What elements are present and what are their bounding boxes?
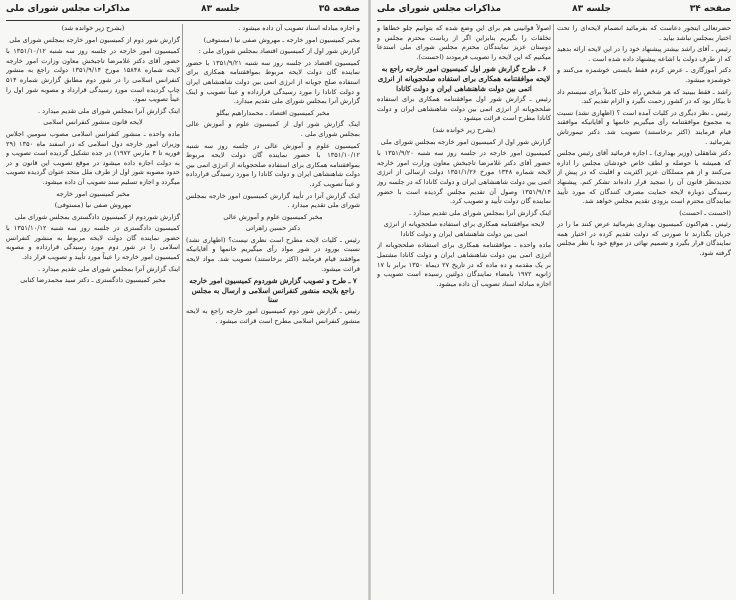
right-page-header [377, 2, 731, 20]
paragraph: گزارش شوردوم از کمیسیون دادگستری بمجلس شورای ملی [14, 212, 180, 221]
paragraph: دکتر شاهقلی (وزیر بهداری) ـ اجازه فرمائید آقای رئیس مجلس که همیشه با حوصله و لطف خاص خودشان مجلس را اداره می‌کنند و از هم مسلکان عزیز اکثریت و اقلیت که در پیش از تجدیدنظر قانون آن را تمجید قرار داده‌اند تشکر کنم. پیشنهاد رسیدگی دوباره لایحه حمایت مصرف کنندگان که مورد تأیید نمایندگان محترم است بزودی تقدیم مجلس خواهد شد. [557, 149, 731, 206]
paragraph: اینک گزارش شور اول از کمیسیون علوم و آموزش عالی بمجلس شورای ملی . [186, 120, 360, 138]
paragraph: کمیسیون دادگستری در جلسه روز سه شنبه ۱۳۵۱/۱۰/۱۲ با حضور نماینده گان دولت لایحه مربوط به منشور کنفرانس اسلامی را در شور دوم مورد رسیدگی قرارداده و مصوبه کمیسیون امور خارجه را عیناً مورد تأیید و تصویب قرار داد. [6, 224, 180, 262]
right-session-label: جلسه ۸۳ [572, 4, 611, 14]
paragraph: کمیسیون امور خارجه در جلسه روز سه شنبه ۱۳۵۱/۱۰/۱۲ با حضور آقای دکتر غلامرضا تاجبخش معاون وزارت امور خارجه لایحه شماره ۱۵۸۴۸ مورخ ۱۳۵۱/۹/۱۴ دولت راجع به منشور کنفرانس اسلامی را در شور دوم مطابق گزارش شماره ۵۱۴ چاپ گردیده است مورد رسیدگی قرارداد و مصوبه شور اول را عیناً تصویب نمود. [6, 47, 180, 104]
paragraph: گزارش شور اول از کمیسیون امور خارجه بمجلس شورای ملی [380, 137, 551, 146]
paragraph: اینک گزارش آنرا بمجلس شورای ملی تقدیم میدارد . [37, 264, 180, 273]
left-page-left-column [6, 24, 180, 598]
left-column-divider [182, 24, 183, 594]
right-header-rule [377, 20, 731, 21]
paragraph: حضرتعالی اینجور دعاست که بفرمائید انضمام لایحه‌ای را تحت اختیار بمجلس نباشد بیاید . [557, 24, 731, 42]
section-heading: ۶ ـ طرح گزارش شور اول کمیسیون امور خارجه راجع به لایحه موافقتنامه همکاری برای استفاده صلحجویانه از انرژی اتمی بین دولت شاهنشاهی ایران و دولت کانادا [377, 64, 551, 93]
right-page-number: صفحه ۳۴ [689, 4, 731, 14]
paragraph: اینک گزارش آنرا بمجلس شورای ملی تقدیم میدارد . [408, 208, 551, 217]
right-page-left-column [377, 24, 551, 598]
centered-line: لایحه قانون منشور کنفرانس اسلامی [43, 118, 143, 127]
paragraph: اینک گزارش آنرا بمجلس شورای ملی تقدیم میدارد . [37, 106, 180, 115]
centered-line: مخبر کمیسیون اقتصاد ـ محمداراهیم بیگلو [216, 108, 330, 117]
paragraph: اصولاً قوانینی هم برای این وضع شده که بتوانیم جلو خطاها و تخلفات را بگیریم بنابراین اگر از ریاست محترم مجلس و دوستان عزیز نمایندگان محترم مجلس شورای ملی استدعا میکنیم که این لایحه را تصویب فرمودند (احسنت). [377, 24, 551, 61]
centered-line: لایحه موافقتنامه همکاری برای استفاده صلحجویانه از انرژی اتمی بین دولت شاهنشاهی ایران و دولت کانادا [383, 220, 545, 238]
left-running-title: مذاکرات مجلس شورای ملی [6, 4, 131, 14]
paragraph: گزارش شور اول از کمیسیون اقتصاد بمجلس شورای ملی : [198, 47, 360, 56]
paragraph: و اجازه مبادله اسناد تصویب آن داده میشود . [238, 24, 360, 32]
left-page-number: صفحه ۳۵ [318, 4, 360, 14]
centered-line: مخبر کمیسیون امور خارجه [56, 189, 130, 198]
right-page-right-column [557, 24, 731, 598]
paragraph: دکتر آموزگاری ـ عرض کردم فقط بایستی خوشمزه می‌کنند و خوشمزه میشود. [557, 66, 731, 84]
section-heading: ۷ ـ طرح و تصویب گزارش شوردوم کمیسیون امور خارجه راجع بلایحه منشور کنفرانس اسلامی و ارسال به مجلس سنا [189, 276, 357, 305]
paragraph: رئیس ـ گزارش شور اول موافقتنامه همکاری برای استفاده صلحجویانه از انرژی اتمی بین دولت شاهنشاهی ایران و دولت کانادا مطرح است قرائت میشود . [377, 95, 551, 123]
right-running-title: مذاکرات مجلس شورای ملی [377, 4, 502, 14]
paragraph: رئیس ـ گزارش شور دوم کمیسیون امور خارجه راجع به لایحه منشور کنفرانس اسلامی مطرح است قرائت میشود . [186, 307, 360, 325]
paragraph: رئیس ـ آقای راشد بیشتر پیشنهاد خود را در این لایحه ارائه بدهید که از طرف دولت با اشاعه پیشنهاد داده شده است . [557, 45, 731, 63]
centered-line: مخبر کمیسیون علوم و آموزش عالی [223, 212, 323, 221]
left-page [0, 0, 366, 600]
paragraph: ماده واحده ـ موافقتنامه همکاری برای استفاده صلحجویانه از انرژی اتمی بین دولت شاهنشاهی ایران و دولت کانادا مشتمل بر یک مقدمه و ده ماده که در تاریخ ۲۷ دیماه ۱۳۵۰ برابر با ۱۷ ژانویه ۱۹۷۲ بامضاء نمایندگان دولتین رسیده است تصویب و اجازه مبادله اسناد تصویب آن داده میشود. [377, 241, 551, 288]
paragraph: رئیس ـ نظر دیگری در کلیات آمده است ؟ (اظهاری نشد) نسبت به مجموع موافقتنامه رأی میگیریم خانمها و آقایانیکه موافقند قیام فرمایند (اکثر برخاستند) تصویب شد. دکتر تیمورتاش بفرمائید . [557, 108, 731, 146]
paragraph: کمیسیون امور خارجه در جلسه روز سه شنبه ۱۳۵۱/۹/۲۰ با حضور آقای دکتر غلامرضا تاجبخش معاون وزارت امور خارجه لایحه شماره ۱۳۴۸ مورخ ۱۳۵۱/۱/۲۶ دولت ارسالی از انرژی اتمی بین دولت شاهنشاهی ایران و دولت کانادا که در جلسه روز ۱۳۵۱/۹/۱۴ وصول آن تقدیم مجلس گردیده است با حضور نماینده گان دولت تأیید و تصویب کرد. [377, 149, 551, 206]
paragraph: اینک گزارش آنرا در تأیید گزارش کمیسیون امور خارجه بمجلس شورای ملی تقدیم میدارد . [186, 191, 360, 210]
left-session-label: جلسه ۸۳ [201, 4, 240, 14]
right-page [371, 0, 736, 600]
paragraph: راشد ـ فقط ببینید که هر شخص راه حلی کاملاً برای سیستم داد تا بیکار بود که در کشور زحمت نگیرد و الزام تقدیم کند. [557, 87, 731, 106]
paragraph: کمیسیون اقتصاد در جلسه روز سه شنبه ۱۳۵۱/۹/۲۱ با حضور نماینده گان دولت لایحه مربوط بموافقتنامه همکاری برای استفاده صلح جویانه از انرژی اتمی بین دولت شاهنشاهی ایران و دولت کانادا را مورد رسیدگی قرارداده و عیناً تصویب و اینک گزارش آنرا بمجلس شورای ملی تقدیم میدارد. [186, 58, 360, 106]
centered-line: (بشرح زیر خوانده شد) [61, 24, 125, 32]
centered-line: مهروش صفی نیا (مستوفی) [54, 201, 132, 210]
paragraph: مخبر کمیسیون امور خارجه ـ مهروش صفی نیا (مستوفی) [203, 35, 360, 44]
paragraph: رئیس ـ کلیات لایحه مطرح است نظری نیست؟ (اظهاری نشد) نسبت بورود در شور مواد رأی میگیریم خانمها و آقایانیکه موافقند قیام فرمایند (اکثر برخاستند) تصویب شد. مواد لایحه قرائت میشود. [186, 235, 360, 273]
paragraph: (احسنت ـ احسنت) [679, 208, 731, 217]
paragraph: کمیسیون علوم و آموزش عالی در جلسه روز سه شنبه ۱۳۵۱/۱۰/۱۲ با حضور نماینده گان دولت لایحه مربوط بموافقتنامه همکاری برای استفاده صلحجویانه از انرژی اتمی بین دولت شاهنشاهی ایران و دولت کانادا را مورد رسیدگی قرارداده و عیناً تصویب کرد. [186, 141, 360, 188]
paragraph: گزارش شور دوم از کمیسیون امور خارجه بمجلس شورای ملی [9, 35, 180, 44]
paragraph: رئیس ـ هم‌اکنون کمیسیون بهداری بفرمائید عرض کنند ما را در جریان بگذارند تا صورتی که دولت تقدیم کرده در اختیار همه نمایندگان قرار بگیرد و تصمیم نهائی در موقع خود با نظر مجلس گرفته شود. [557, 220, 731, 258]
left-page-header [6, 2, 360, 20]
left-header-rule [6, 20, 360, 21]
left-page-right-column [186, 24, 360, 598]
paragraph: ماده واحده ـ منشور کنفرانس اسلامی مصوب سومین اجلاس وزیران امور خارجه دول اسلامی که در اسفند ماه ۱۳۵۰ (۲۹ فوریه تا ۴ مارس ۱۹۷۲) در جده تشکیل گردیده است تصویب و به دولت اجازه داده میشود در موقع تصویب این قانون و در حدود مصوبه شور اول از طرف ملل متحد عنوان گردیده تصویب میگردد و اجازه تسلیم سند تصویب آن داده میشود. [6, 129, 180, 186]
right-column-divider [553, 24, 554, 594]
centered-line: مخبر کمیسیون دادگستری ـ دکتر سید محمدرضا کنابی [20, 276, 166, 285]
centered-line: (بشرح زیر خوانده شد) [432, 125, 496, 134]
centered-line: دکتر حسین زاهراتی [245, 224, 301, 233]
